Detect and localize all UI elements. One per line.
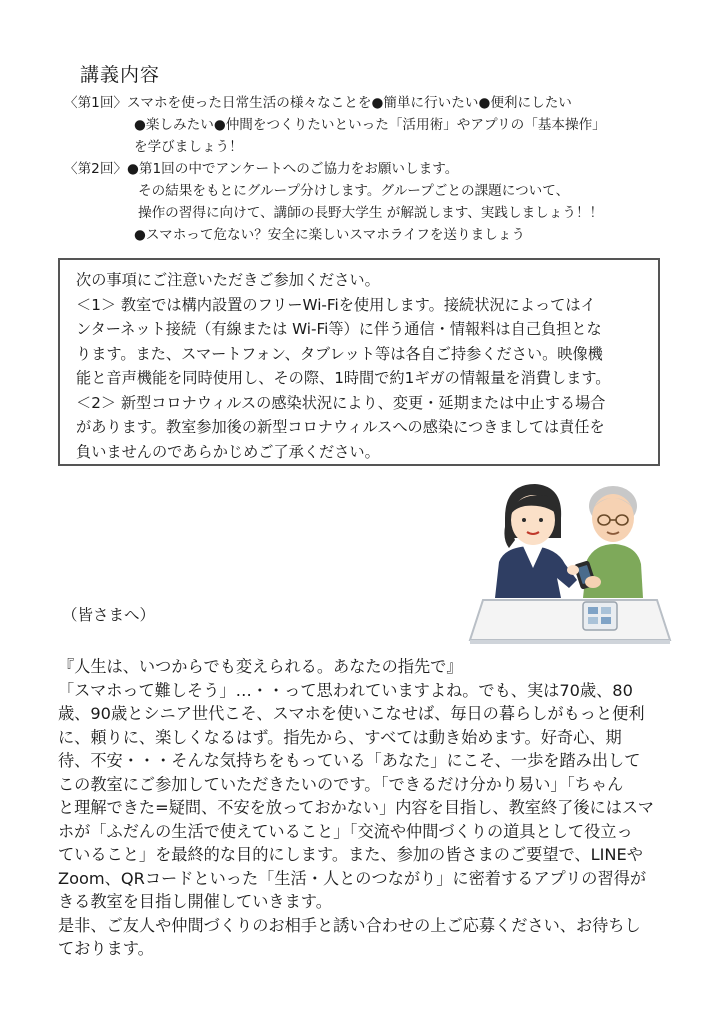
notice-line: ンターネット接続（有線または Wi-Fi等）に伴う通信・情報料は自己負担とな [76,320,602,338]
body-line: 歳、90歳とシニア世代こそ、スマホを使いこなせば、毎日の暮らしがもっと便利 [58,704,645,723]
notice-box [58,258,660,466]
body-line: と理解できた=疑問、不安を放っておかない」内容を目指し、教室終了後にはスマ [58,798,654,817]
session-2-line-2: その結果をもとにグループ分けします。グループごとの課題について、 [138,183,570,199]
session-2-line-4: ●スマホって危ない？安全に楽しいスマホライフを送りましょう [134,227,525,243]
session-1-line-3: を学びましょう！ [134,139,243,155]
session-2-line-3: 操作の習得に向けて、講師の長野大学生 が解説します、実践しましょう！！ [138,205,604,221]
body-line: に、頼りに、楽しくなるはず。指先から、すべては動き始めます。好奇心、期 [58,727,622,747]
body-line: 『人生は、いつからでも変えられる。あなたの指先で』 [58,657,463,676]
notice-line: 能と音声機能を同時使用し、その際、1時間で約1ギガの情報量を消費します。 [76,369,611,387]
body-line: この教室にご参加していただきたいのです。「できるだけ分かり易い」「ちゃん [58,774,624,794]
body-line: 待、不安・・・そんな気持ちをもっている「あなた」にこそ、一歩を踏み出して [58,751,641,770]
notice-line: 次の事項にご注意いただきご参加ください。 [76,271,380,289]
body-line: きる教室を目指し開催していきます。 [58,892,332,911]
lecture-sessions [64,92,606,246]
body-line: ていること」を最終的な目的にします。また、参加の皆さまのご要望で、LINEや [58,845,643,864]
body-line: ております。 [58,939,154,958]
notice-line: 負いませんのであらかじめご了承ください。 [76,442,380,461]
body-line: Zoom、QRコードといった「生活・人とのつながり」に密着するアプリの習得が [58,868,647,888]
body-line: 「スマホって難しそう」…・・って思われていますよね。でも、実は70歳、80 [58,680,633,700]
body-line: 是非、ご友人や仲間づくりのお相手と誘い合わせの上ご応募ください、お待ちし [58,915,641,935]
session-2-label: 〈第2回〉 [64,161,128,177]
session-1-label: 〈第1回〉 [64,95,128,111]
session-2-line-1: 〈第2回〉●第1回の中でアンケートへのご協力をお願いします。 [64,158,606,180]
notice-line: があります。教室参加後の新型コロナウィルスへの感染につきましては責任を [76,418,605,436]
session-1-line-2: ●楽しみたい●仲間をつくりたいといった「活用術」やアプリの「基本操作」 [134,117,606,133]
teacher-helping-senior-with-smartphone-icon [465,478,675,648]
notice-line: ＜2＞ 新型コロナウィルスの感染状況により、変更・延期または中止する場合 [76,393,606,412]
page-title: 講義内容 [80,64,161,86]
message-body [58,655,678,961]
body-line: ホが「ふだんの生活で使えていること」「交流や仲間づくりの道具として役立っ [58,821,633,841]
notice-line: ります。また、スマートフォン、タブレット等は各自ご持参ください。映像機 [76,344,603,363]
session-1-line-1: 〈第1回〉スマホを使った日常生活の様々なことを●簡単に行いたい●便利にしたい [64,92,606,114]
to-everyone-heading: （皆さまへ） [62,606,156,624]
notice-line: ＜1＞ 教室では構内設置のフリーWi-Fiを使用します。接続状況によってはイ [76,295,596,314]
